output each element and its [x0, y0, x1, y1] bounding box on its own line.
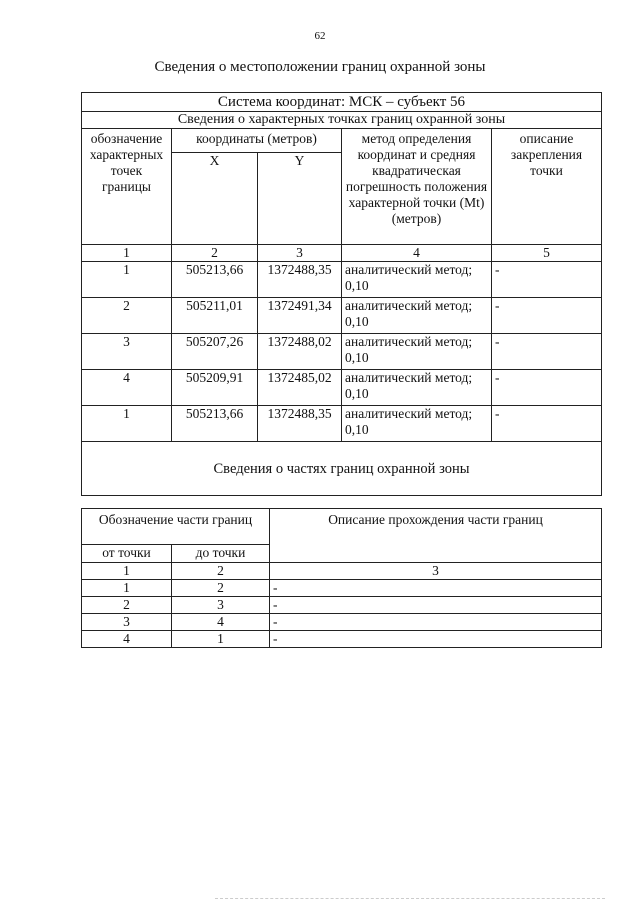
- desc-cell: -: [270, 631, 602, 648]
- parts-table: [81, 508, 602, 648]
- desc-cell: -: [270, 614, 602, 631]
- header-y: Y: [258, 153, 342, 245]
- header-point: обозначение характерных точек границы: [82, 129, 172, 245]
- from-cell: 2: [82, 597, 172, 614]
- method-cell: аналитический метод; 0,10: [342, 406, 492, 442]
- header-x: X: [172, 153, 258, 245]
- x-cell: 505211,01: [172, 298, 258, 334]
- fixing-cell: -: [492, 406, 602, 442]
- col-number: 1: [82, 563, 172, 580]
- x-cell: 505213,66: [172, 406, 258, 442]
- point-cell: 1: [82, 262, 172, 298]
- col-number: 5: [492, 245, 602, 262]
- table-row: [82, 631, 602, 648]
- from-cell: 1: [82, 580, 172, 597]
- col-number: 2: [172, 563, 270, 580]
- x-cell: 505213,66: [172, 262, 258, 298]
- desc-cell: -: [270, 597, 602, 614]
- y-cell: 1372491,34: [258, 298, 342, 334]
- parts-section-title: Сведения о частях границ охранной зоны: [82, 442, 602, 496]
- points-section-title: Сведения о характерных точках границ охранной зоны: [82, 112, 602, 129]
- fixing-cell: -: [492, 298, 602, 334]
- y-cell: 1372488,35: [258, 262, 342, 298]
- y-cell: 1372485,02: [258, 370, 342, 406]
- from-cell: 4: [82, 631, 172, 648]
- header-coords: координаты (метров): [172, 129, 342, 153]
- to-cell: 2: [172, 580, 270, 597]
- col-number: 2: [172, 245, 258, 262]
- method-cell: аналитический метод; 0,10: [342, 334, 492, 370]
- table-row: [82, 406, 602, 442]
- scan-artifact: [215, 898, 605, 902]
- method-cell: аналитический метод; 0,10: [342, 370, 492, 406]
- x-cell: 505209,91: [172, 370, 258, 406]
- header-from: от точки: [82, 545, 172, 563]
- to-cell: 3: [172, 597, 270, 614]
- coord-system: Система координат: МСК – субъект 56: [82, 93, 602, 112]
- col-number: 3: [258, 245, 342, 262]
- header-description: Описание прохождения части границ: [270, 509, 602, 563]
- header-to: до точки: [172, 545, 270, 563]
- from-cell: 3: [82, 614, 172, 631]
- header-method: метод определения координат и средняя квадратическая погрешность положения характерной точки (Mt) (метров): [342, 129, 492, 245]
- table-row: [82, 614, 602, 631]
- desc-cell: -: [270, 580, 602, 597]
- method-cell: аналитический метод; 0,10: [342, 262, 492, 298]
- col-number: 3: [270, 563, 602, 580]
- method-cell: аналитический метод; 0,10: [342, 298, 492, 334]
- table-row: [82, 370, 602, 406]
- page-title: Сведения о местоположении границ охранной зоны: [154, 59, 486, 75]
- point-cell: 3: [82, 334, 172, 370]
- table-row: [82, 580, 602, 597]
- y-cell: 1372488,35: [258, 406, 342, 442]
- point-cell: 1: [82, 406, 172, 442]
- point-cell: 2: [82, 298, 172, 334]
- fixing-cell: -: [492, 334, 602, 370]
- point-cell: 4: [82, 370, 172, 406]
- to-cell: 1: [172, 631, 270, 648]
- table-row: [82, 298, 602, 334]
- fixing-cell: -: [492, 370, 602, 406]
- points-table: [81, 92, 602, 496]
- y-cell: 1372488,02: [258, 334, 342, 370]
- table-row: [82, 597, 602, 614]
- x-cell: 505207,26: [172, 334, 258, 370]
- fixing-cell: -: [492, 262, 602, 298]
- to-cell: 4: [172, 614, 270, 631]
- page-number: 62: [314, 30, 326, 42]
- col-number: 1: [82, 245, 172, 262]
- table-row: [82, 262, 602, 298]
- table-row: [82, 334, 602, 370]
- header-part: Обозначение части границ: [82, 509, 270, 545]
- col-number: 4: [342, 245, 492, 262]
- header-fixing: описание закрепления точки: [492, 129, 602, 245]
